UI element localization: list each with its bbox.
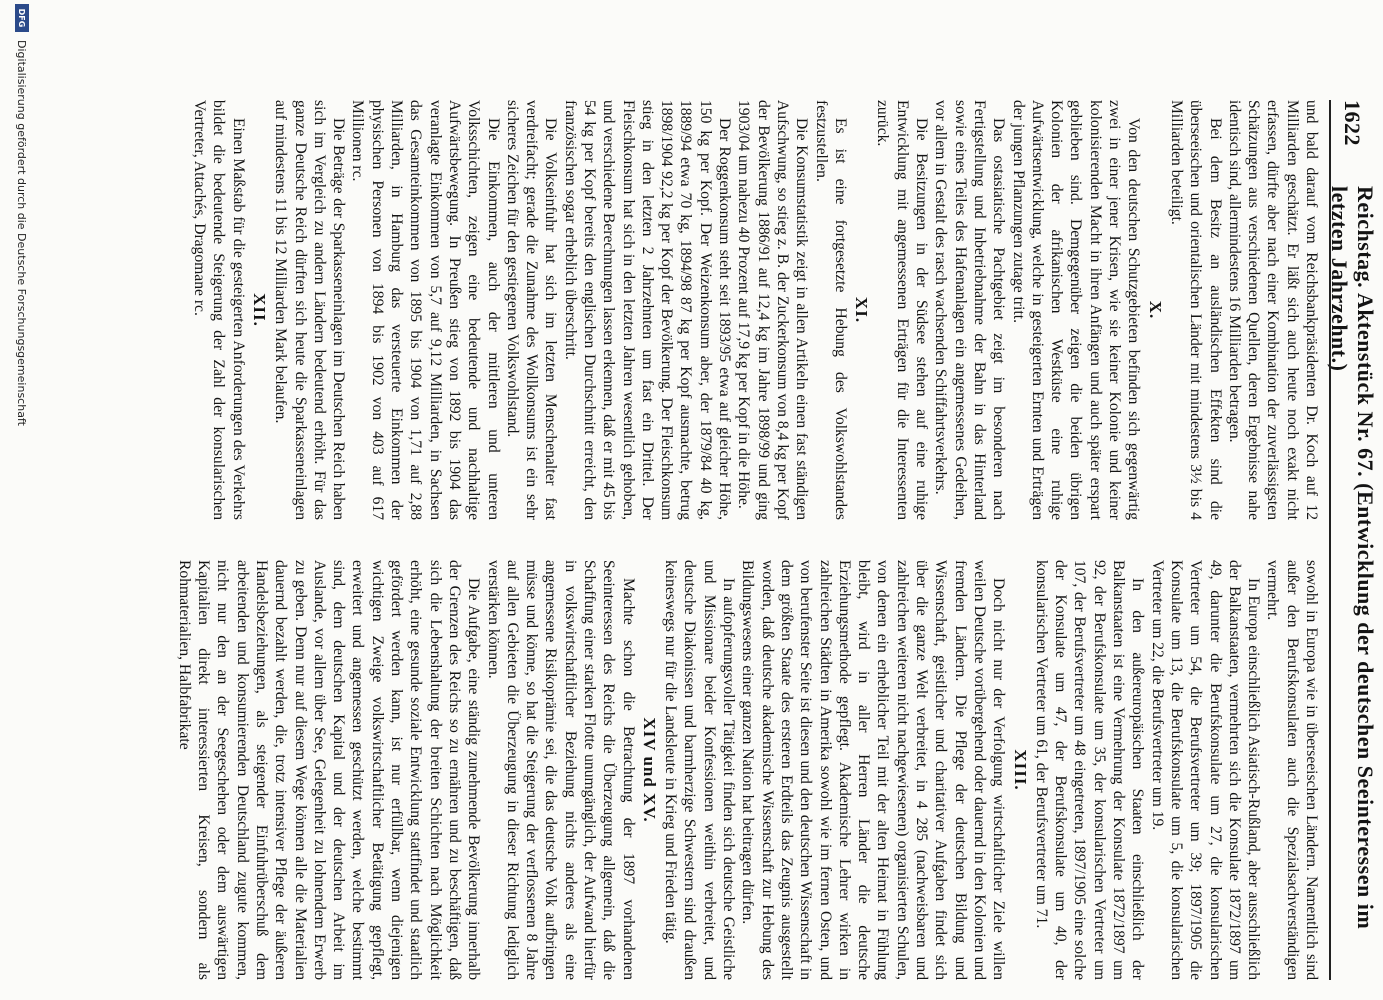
paragraph: Die Besitzungen in der Südsee stehen auf eine ruhige Entwicklung mit angemessenen Erträgen für die Interessenten zurück. (874, 100, 931, 520)
paragraph: In aufopferungsvoller Tätigkeit finden sich deutsche Geistliche und Missionare beider Konfessionen weithin verbreitet, und deutsche Diakonissen und barmherzige Schwestern sind draußen keineswegs nur für die Landsleute in Krieg und Frieden tätig. (662, 560, 738, 980)
paragraph: Das ostasiatische Pachtgebiet zeigt im besonderen nach Fertigstellung und Inbetriebnahme der Bahn in das Hinterland sowie eines Teiles des Hafenanlagen ein angemessenes Gedeihen, vor allem in Gestalt des rasch wachsenden Schiffahrtsverkehrs. (932, 100, 1008, 520)
paragraph: Es ist eine fortgesetzte Hebung des Volkswohlstandes festzustellen. (812, 100, 849, 520)
section-heading: XIV und XV. (639, 717, 659, 823)
section-heading: XIII. (1010, 749, 1030, 791)
left-text-column (91, 100, 1321, 520)
header-rule (1329, 100, 1331, 980)
paragraph: sowohl in Europa wie in überseeischen Ländern. Namentlich sind außer den Berufskonsulaten auch die Spezialsachverständigen vermehrt. (1264, 560, 1320, 980)
paragraph: In den außereuropäischen Staaten einschließlich der Balkanstaaten ist eine Vermehrung der Konsulate 1872/1897 um 92, der Berufskonsulate um 35, der konsularischen Vertreter um 107, der Berufsvertreter um 48 eingetreten, 1897/1905 eine solche der Konsulate um 47, der Berufskonsulate um 40, der konsularischen Vertreter um 61, der Berufsvertreter um 71. (1032, 560, 1147, 980)
paragraph: Die Konsumstatistik zeigt in allen Artikeln einen fast ständigen Aufschwung, so stieg z. B. der Zuckerkonsum von 8,4 kg per Kopf der Bevölkerung 1886/91 auf 12,4 kg im Jahre 1898/99 und ging 1903/04 um nahezu 40 Prozent auf 17,9 kg per Kopf in die Höhe. (735, 100, 811, 520)
page-header (1327, 100, 1378, 980)
paragraph: Machte schon die Betrachtung der 1897 vorhandenen Seeinteressen des Reichs die Überzeugung allgemein, daß die Schaffung einer starken Flotte unumgänglich, der Aufwand hierfür in volkswirtschaftlicher Beziehung nichts anderes als eine angemessene Risikoprämie sei, die das deutsche Volk aufbringen müsse und könne, so hat die Steigerung der verflossenen 8 Jahre auf allen Gebieten die Überzeugung in dieser Richtung lediglich verstärken können. (484, 560, 637, 980)
paragraph: Bei dem Besitz an ausländischen Effekten sind die überseeischen und orientalischen Länder mit mindestens 3½ bis 4 Milliarden beteiligt. (1167, 100, 1224, 520)
paragraph: Der Roggenkonsum steht seit 1893/95 etwa auf gleicher Höhe, 150 kg per Kopf. Der Weizenkonsum aber, der 1879/84 40 kg, 1889/94 etwa 70 kg, 1894/98 87 kg per Kopf ausmachte, betrug 1898/1904 92,2 kg per Kopf der Bevölkerung. Der Fleischkonsum stieg in den letzten 2 Jahrzehnten um fast ein Drittel. Der Fleischkonsum hat sich in den letzten Jahren wesentlich gehoben, und verschiedene Berechnungen lassen erkennen, daß er mit 45 bis 54 kg per Kopf bereits den englischen Durchschnitt erreicht, den französischen sogar erheblich überschritt. (561, 100, 734, 520)
paragraph: Von den deutschen Schutzgebieten befinden sich gegenwärtig zwei in einer jener Krisen, wie sie keiner Kolonie und keiner kolonisierenden Macht in ihren Anfängen und auch später erspart geblieben sind. Demgegenüber zeigen die beiden übrigen Kolonien der afrikanischen Westküste eine ruhige Aufwärtsentwicklung, welche in gesteigerten Ernten und Erträgen der jungen Pflanzungen zutage tritt. (1009, 100, 1143, 520)
page-number: 1622 (1340, 100, 1365, 146)
section-heading: XI. (852, 296, 872, 324)
section-heading: X. (1145, 300, 1165, 320)
paragraph: und bald darauf vom Reichsbankpräsidenten Dr. Koch auf 12 Milliarden geschätzt. Er läßt sich auch heute noch exakt nicht erfassen, dürfte aber nach einer Kombination der zuverlässigsten Schätzungen aus verschiedenen Quellen, deren Ergebnisse nahe identisch sind, allermindestens 16 Milliarden betragen. (1225, 100, 1320, 520)
paragraph: Einen Maßstab für die gesteigerten Anforderungen des Verkehrs bildet die bedeutende Steigerung der Zahl der konsularischen Vertreter, Attachés, Dragomane rc. (191, 100, 247, 520)
section-heading: XII. (249, 293, 269, 327)
page-title: Reichstag. Aktenstück Nr. 67. (Entwicklung der deutschen Seeinteressen im letzten Jahrzehnt.) (1327, 186, 1378, 930)
paragraph: Die Beträge der Sparkasseneinlagen im Deutschen Reich haben sich im Vergleich zu andern Ländern bedeutend erhöht. Für das ganze Deutsche Reich dürften sich heute die Sparkasseneinlagen auf mindestens 11 bis 12 Milliarden Mark belaufen. (272, 100, 348, 520)
paragraph: Die Einkommen, auch der mittleren und unteren Volksschichten, zeigen eine bedeutende und nachhaltige Aufwärtsbewegung. In Preußen stieg von 1892 bis 1904 das veranlagte Einkommen von 5,7 auf 9,12 Milliarden, in Sachsen das Gesamteinkommen von 1895 bis 1904 von 1,71 auf 2,88 Milliarden, in Hamburg das versteuerte Einkommen der physischen Personen von 1894 bis 1902 von 403 auf 617 Millionen rc. (349, 100, 502, 520)
credit-text: Digitalisierung gefördert durch die Deutsche Forschungsgemeinschaft (15, 40, 29, 426)
digitization-credit (11, 0, 33, 1000)
paragraph: Die Volkseinfuhr hat sich im letzten Menschenalter fast verdreifacht; gerade die Zunahme des Wollkonsums ist ein sehr sicheres Zeichen für den gestiegenen Volkswohlstand. (503, 100, 560, 520)
dfg-logo-icon: DFG (15, 4, 29, 32)
paragraph: Doch nicht nur der Verfolgung wirtschaftlicher Ziele willen weilen Deutsche vorübergehend oder dauernd in den Kolonien und fremden Ländern. Die Pflege der deutschen Bildung und Wissenschaft, geistlicher und charitativer Aufgaben findet sich über die ganze Welt verbreitet, in 4 285 (nachweisbaren und zahlreichen weiteren nicht nachgewiesenen) organisierten Schulen, von denen ein erheblicher Teil mit der alten Heimat in Fühlung bleibt, wird in aller Herren Länder die deutsche Erziehungsmethode gepflegt. Akademische Lehrer wirken in zahlreichen Städten in Amerika sowohl wie im fernen Osten, und von berufenster Seite ist diesen und den deutschen Wissenschaft in dem größten Staate des ersteren Erdteils das Zeugnis ausgestellt worden, daß deutsche akademische Wissenschaft zur Hebung des Bildungswesens einer ganzen Nation hat beitragen dürfen. (739, 560, 1008, 980)
paragraph: Die Aufgabe, eine ständig zunehmende Bevölkerung innerhalb der Grenzen des Reichs so zu ernähren und zu beschäftigen, daß sich die Lebenshaltung der breiten Schichten nach Möglichkeit erhöht, eine gesunde soziale Entwicklung stattfindet und staatlich gefördert werden kann, ist nur erfüllbar, wenn diejenigen wichtigen Zweige volkswirtschaftlicher Betätigung gepflegt, erweitert und angemessen geschützt werden, welche bestimmt sind, dem deutschen Kapital und der deutschen Arbeit im Auslande, vor allem über See, Gelegenheit zu lohnendem Erwerb zu geben. Denn nur auf diesem Wege können alle die Materialien dauernd bezahlt werden, die, trotz intensiver Pflege der äußeren Handelsbeziehungen, als steigender Einfuhrüberschuß dem arbeitenden und konsumierenden Deutschland zugute kommen, nicht nur den an der Seegeschehen oder dem auswärtigen Kapitalien direkt interessierten Kreisen, sondern als Rohmaterialien, Halbfabrikate (175, 560, 483, 980)
right-text-column (91, 560, 1321, 980)
paragraph: In Europa einschließlich Asiatisch-Rußland, aber ausschließlich der Balkanstaaten, vermehrten sich die Konsulate 1872/1897 um 49, darunter die Berufskonsulate um 27, die konsularischen Vertreter um 54, die Berufsvertreter um 39; 1897/1905 die Konsulate um 13, die Berufskonsulate um 5, die konsularischen Vertreter um 22, die Berufsvertreter um 19. (1148, 560, 1263, 980)
